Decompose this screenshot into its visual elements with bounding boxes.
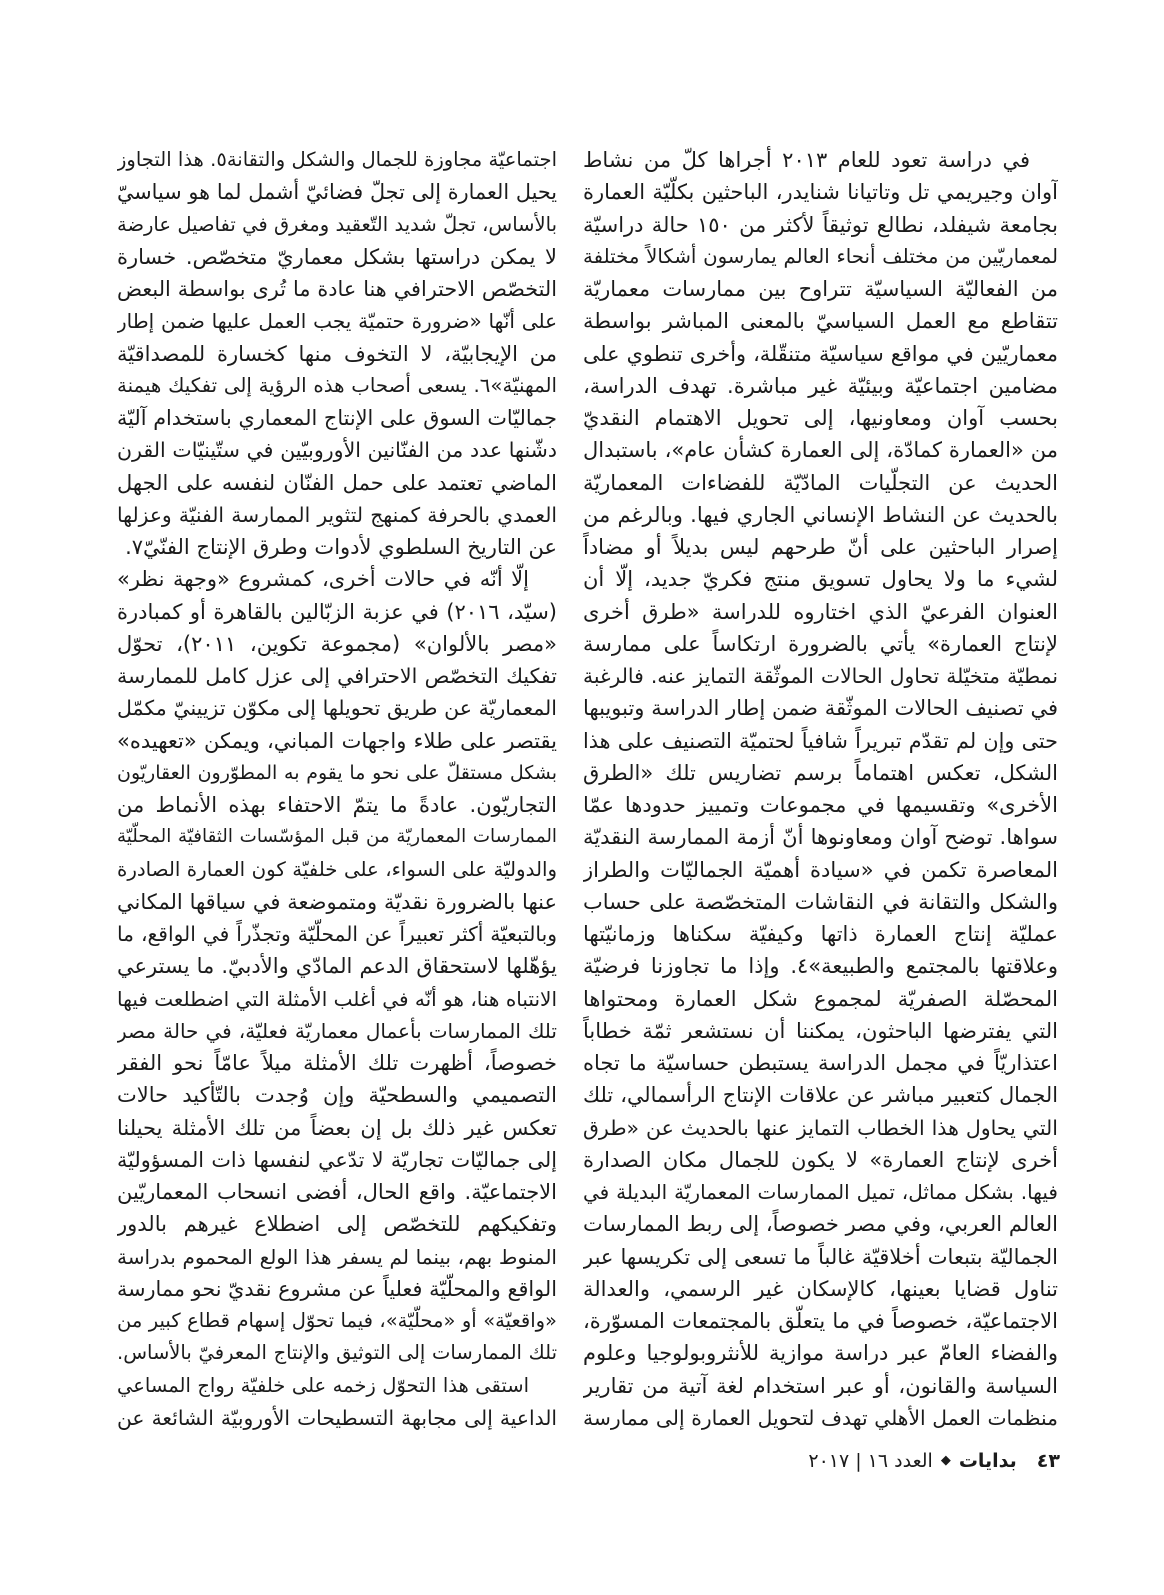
text-line: تتقاطع مع العمل السياسيّ بالمعنى المباشر بواسطة <box>583 309 1058 334</box>
text-line: «واقعيّة» أو «محلّيّة»، فيما تحوّل إسهام قطاع كبير من <box>117 1309 557 1332</box>
text-line: في تصنيف الحالات الموثّقة ضمن إطار الدراسة وتبويبها <box>583 696 1058 721</box>
text-line: عن التاريخ السلطوي لأدوات وطرق الإنتاج الفنّيّ٧. <box>125 535 557 559</box>
text-line: التصميمي والسطحيّة وإن وُجدت بالتّأكيد حالات <box>117 1083 557 1108</box>
text-line: السياسة والقانون، أو عبر استخدام لغة آتية من تقارير <box>583 1373 1058 1398</box>
page-number: ٤٣ <box>1036 1450 1060 1472</box>
text-line: دشّنها عدد من الفنّانين الأوروبيّين في ستّينيّات القرن <box>117 438 557 463</box>
text-line: من «العمارة كمادّة، إلى العمارة كشأن عام»، باستبدال <box>583 438 1058 463</box>
text-line: والفضاء العامّ عبر دراسة موازية للأنثروبولوجيا وعلوم <box>583 1341 1058 1366</box>
text-line: لشيء ما ولا يحاول تسويق منتج فكريّ جديد، إلّا أن <box>583 567 1058 592</box>
text-line: الداعية إلى مجابهة التسطيحات الأوروبيّة الشائعة عن <box>117 1405 557 1430</box>
text-line: والدوليّة على السواء، على خلفيّة كون العمارة الصادرة <box>117 857 557 881</box>
text-line: بالحديث عن النشاط الإنساني الجاري فيها. وبالرغم من <box>583 502 1058 527</box>
text-line: العنوان الفرعيّ الذي اختاروه للدراسة «طرق أخرى <box>583 599 1058 624</box>
text-line: من الإيجابيّة، لا التخوف منها كخسارة للمصداقيّة <box>117 341 557 366</box>
magazine-name: بدايات <box>958 1450 1017 1472</box>
text-line: الأخرى» وتقسيمها في مجموعات وتمييز حدودها عمّا <box>583 793 1058 817</box>
text-line: المعاصرة تكمن في «سيادة أهميّة الجماليّات والطراز <box>583 857 1058 882</box>
text-line: العمدي بالحرفة كمنهج لتثوير الممارسة الفنيّة وعزلها <box>117 502 557 527</box>
text-line: العالم العربي، وفي مصر خصوصاً، إلى ربط الممارسات <box>583 1212 1058 1237</box>
text-line: في دراسة تعود للعام ٢٠١٣ أجراها كلّ من نشاط <box>583 148 1030 172</box>
text-line: إصرار الباحثين على أنّ طرحهم ليس بديلاً أو مضاداً <box>583 535 1058 559</box>
text-line: الممارسات المعماريّة من قبل المؤسّسات الثقافيّة المحلّيّة <box>117 826 557 848</box>
text-line: لمعماريّين من مختلف أنحاء العالم يمارسون أشكالاً مختلفة <box>583 244 1058 268</box>
right-column <box>583 144 1058 1434</box>
text-line: المنوط بهم، بينما لم يسفر هذا الولع المحموم بدراسة <box>117 1244 557 1269</box>
text-line: جماليّات السوق على الإنتاج المعماري باستخدام آليّة <box>117 406 557 430</box>
text-line: الجماليّة بتبعات أخلاقيّة غالباً ما تسعى إلى تكريسها عبر <box>583 1244 1058 1269</box>
text-line: والشكل والتقانة في النقاشات المتخصّصة على حساب <box>583 889 1058 914</box>
text-line: لا يمكن دراستها بشكل معماريّ متخصّص. خسارة <box>117 244 557 269</box>
text-line: التجاريّون. عادةً ما يتمّ الاحتفاء بهذه الأنماط من <box>117 793 557 817</box>
text-line: استقى هذا التحوّل زخمه على خلفيّة رواج المساعي <box>117 1373 529 1397</box>
text-line: اعتذاريّاً في مجمل الدراسة يستبطن حساسيّة ما تجاه <box>583 1051 1058 1075</box>
text-line: الاجتماعيّة. واقع الحال، أفضى انسحاب المعماريّين <box>117 1180 557 1204</box>
text-line: التخصّص الاحترافي هنا عادة ما تُرى بواسطة البعض <box>117 277 557 301</box>
text-line: اجتماعيّة مجاوزة للجمال والشكل والتقانة٥. هذا التجاوز <box>117 148 557 171</box>
text-line: يحيل العمارة إلى تجلّ فضائيّ أشمل لما هو سياسيّ <box>117 180 557 205</box>
text-line: منظمات العمل الأهلي تهدف لتحويل العمارة إلى ممارسة <box>583 1405 1058 1430</box>
text-line: خصوصاً، أظهرت تلك الأمثلة ميلاً عامّاً نحو الفقر <box>117 1051 557 1075</box>
text-line: تعكس غير ذلك بل إن بعضاً من تلك الأمثلة يحيلنا <box>117 1115 557 1140</box>
text-line: الواقع والمحلّيّة فعلياً عن مشروع نقديّ نحو ممارسة <box>117 1276 557 1301</box>
text-line: التي يحاول هذا الخطاب التمايز عنها بالحديث عن «طرق <box>583 1115 1058 1140</box>
text-line: وعلاقتها بالمجتمع والطبيعة»٤. وإذا ما تجاوزنا فرضيّة <box>583 954 1058 979</box>
page-footer <box>808 1447 1060 1475</box>
text-line: الحديث عن التجلّيات المادّيّة للفضاءات المعماريّة <box>583 470 1058 495</box>
text-line: نمطيّة متخيّلة تحاول الحالات الموثّقة التمايز عنه. فالرغبة <box>583 664 1058 688</box>
left-column <box>117 144 557 1434</box>
text-line: أخرى لإنتاج العمارة» لا يكون للجمال مكان الصدارة <box>583 1147 1058 1172</box>
text-line: تلك الممارسات إلى التوثيق والإنتاج المعرفيّ بالأساس. <box>117 1341 557 1365</box>
text-line: مضامين اجتماعيّة وبيئيّة غير مباشرة. تهدف الدراسة، <box>583 373 1058 398</box>
text-line: عنها بالضرورة نقديّة ومتموضعة في سياقها المكاني <box>117 889 557 914</box>
diamond-separator-icon: ◆ <box>940 1453 951 1468</box>
text-line: حتى وإن لم تقدّم تبريراً شافياً لحتميّة التصنيف على هذا <box>583 728 1058 753</box>
text-line: تلك الممارسات بأعمال معماريّة فعليّة، في حالة مصر <box>117 1018 557 1043</box>
text-line: فيها. بشكل مماثل، تميل الممارسات المعماريّة البديلة في <box>583 1180 1058 1204</box>
text-line: المعماريّة عن طريق تحويلها إلى مكوّن تزيينيّ مكمّل <box>117 696 557 721</box>
text-line: يقتصر على طلاء واجهات المباني، ويمكن «تعهيده» <box>117 728 557 753</box>
text-line: إلى جماليّات تجاريّة لا تدّعي لنفسها ذات المسؤوليّة <box>117 1147 557 1172</box>
text-line: من الفعاليّة السياسيّة تتراوح بين ممارسات معماريّة <box>583 277 1058 301</box>
text-line: معماريّين في مواقع سياسيّة متنقّلة، وأخرى تنطوي على <box>583 341 1058 366</box>
text-line: بحسب آوان ومعاونيها، إلى تحويل الاهتمام النقديّ <box>583 406 1058 430</box>
text-line: لإنتاج العمارة» يأتي بالضرورة ارتكاساً على ممارسة <box>583 631 1058 656</box>
text-line: المهنيّة»٦. يسعى أصحاب هذه الرؤية إلى تفكيك هيمنة <box>117 373 557 397</box>
text-line: على أنّها «ضرورة حتميّة يجب العمل عليها ضمن إطار <box>117 309 557 334</box>
text-line: الانتباه هنا، هو أنّه في أغلب الأمثلة التي اضطلعت فيها <box>117 986 557 1011</box>
text-line: الشكل، تعكس اهتماماً برسم تضاريس تلك «الطرق <box>583 760 1058 785</box>
text-line: آوان وجيريمي تل وتاتيانا شنايدر، الباحثين بكلّيّة العمارة <box>583 180 1058 205</box>
text-line: الماضي تعتمد على حمل الفنّان لنفسه على الجهل <box>117 470 557 495</box>
text-line: «مصر بالألوان» (مجموعة تكوين، ٢٠١١)، تحوّل <box>117 631 557 656</box>
text-line: إلّا أنّه في حالات أخرى، كمشروع «وجهة نظر» <box>117 567 529 592</box>
text-line: (سيّد، ٢٠١٦) في عزبة الزبّالين بالقاهرة أو كمبادرة <box>117 599 557 624</box>
text-line: وتفكيكهم للتخصّص إلى اضطلاع غيرهم بالدور <box>117 1212 557 1237</box>
text-line: سواها. توضح آوان ومعاونوها أنّ أزمة الممارسة النقديّة <box>583 825 1058 850</box>
issue-info: العدد ١٦ | ٢٠١٧ <box>808 1450 933 1472</box>
text-line: تناول قضايا بعينها، كالإسكان غير الرسمي، والعدالة <box>583 1276 1058 1301</box>
text-line: وبالتبعيّة أكثر تعبيراً عن المحلّيّة وتجذّراً في الواقع، ما <box>117 922 557 946</box>
text-line: الاجتماعيّة، خصوصاً في ما يتعلّق بالمجتمعات المسوّرة، <box>583 1309 1058 1333</box>
text-line: يؤهّلها لاستحقاق الدعم المادّي والأدبيّ. ما يسترعي <box>117 954 557 979</box>
text-line: المحصّلة الصفريّة لمجموع شكل العمارة ومحتواها <box>583 986 1058 1011</box>
text-line: الجمال كتعبير مباشر عن علاقات الإنتاج الرأسمالي، تلك <box>583 1083 1058 1108</box>
text-line: بشكل مستقلّ على نحو ما يقوم به المطوّرون العقاريّون <box>117 761 557 784</box>
text-line: تفكيك التخصّص الاحترافي إلى عزل كامل للممارسة <box>117 664 557 688</box>
text-line: عمليّة إنتاج العمارة ذاتها وكيفيّة سكناها وزمانيّتها <box>583 922 1058 946</box>
text-line: بجامعة شيفلد، نطالع توثيقاً لأكثر من ١٥٠ حالة دراسيّة <box>583 212 1058 237</box>
text-line: بالأساس، تجلّ شديد التّعقيد ومغرق في تفاصيل عارضة <box>117 212 557 236</box>
text-line: التي يفترضها الباحثون، يمكننا أن نستشعر ثمّة خطاباً <box>583 1018 1058 1043</box>
